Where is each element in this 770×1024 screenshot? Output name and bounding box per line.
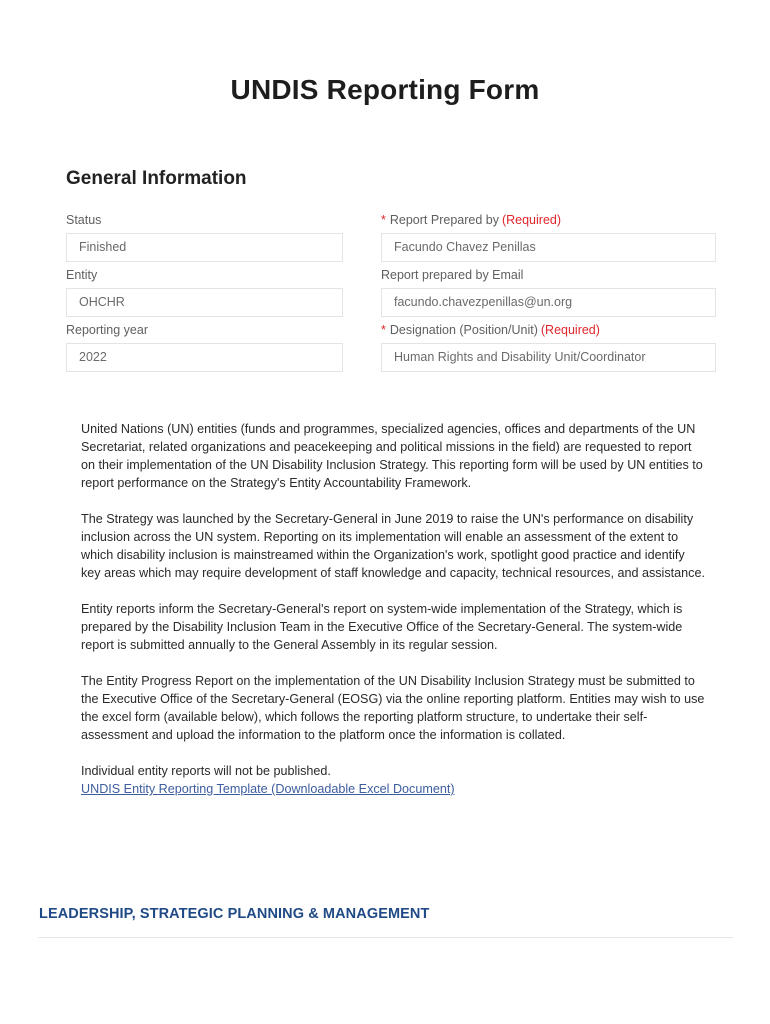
general-information-heading: General Information bbox=[66, 168, 247, 189]
designation-label-row bbox=[381, 320, 716, 340]
required-marker: * bbox=[381, 323, 386, 337]
publication-note: Individual entity reports will not be published. bbox=[81, 764, 331, 778]
reporting-year-field-group bbox=[66, 320, 343, 372]
report-email-label: Report prepared by Email bbox=[381, 268, 524, 282]
report-prepared-by-label-row bbox=[381, 210, 716, 230]
template-download-link[interactable]: UNDIS Entity Reporting Template (Downloadable Excel Document) bbox=[81, 782, 455, 796]
status-field[interactable]: Finished bbox=[66, 233, 343, 262]
report-prepared-by-label: Report Prepared by bbox=[389, 213, 499, 227]
section-divider bbox=[38, 937, 733, 938]
intro-paragraph: Entity reports inform the Secretary-General's report on system-wide implementation of the Strategy, which is prepared by the Disability Inclusion Team in the Executive Office of the Secretary-General. The system-wide report is submitted annually to the General Assembly in its regular session. bbox=[81, 602, 683, 652]
entity-field[interactable]: OHCHR bbox=[66, 288, 343, 317]
required-indicator: (Required) bbox=[501, 213, 562, 227]
designation-field-group bbox=[381, 320, 716, 372]
designation-field[interactable]: Human Rights and Disability Unit/Coordinator bbox=[381, 343, 716, 372]
report-email-field[interactable]: facundo.chavezpenillas@un.org bbox=[381, 288, 716, 317]
designation-label: Designation (Position/Unit) bbox=[389, 323, 538, 337]
status-field-group bbox=[66, 210, 343, 262]
required-indicator: (Required) bbox=[540, 323, 600, 337]
intro-paragraph: The Strategy was launched by the Secretary-General in June 2019 to raise the UN's performance on disability inclusion across the UN system. Reporting on its implementation will enable an assessment of the extent to which disability inclusion is mainstreamed within the Organization's work, spotlight good practice and identify key areas which may require development of staff knowledge and capacity, technical resources, and assistance. bbox=[81, 512, 705, 580]
reporting-year-label: Reporting year bbox=[66, 323, 148, 337]
report-prepared-by-field-group bbox=[381, 210, 716, 262]
intro-paragraph: The Entity Progress Report on the implementation of the UN Disability Inclusion Strategy must be submitted to the Executive Office of the Secretary-General (EOSG) via the online reporting platform. Entities may wish to use the excel form (available below), which follows the reporting platform structure, to undertake their self-assessment and upload the information to the platform once the information is collated. bbox=[81, 674, 705, 742]
status-label: Status bbox=[66, 213, 102, 227]
reporting-year-field[interactable]: 2022 bbox=[66, 343, 343, 372]
page-title: UNDIS Reporting Form bbox=[230, 74, 540, 105]
intro-text bbox=[81, 420, 706, 798]
entity-label: Entity bbox=[66, 268, 98, 282]
intro-closing bbox=[81, 762, 706, 798]
report-prepared-by-field[interactable]: Facundo Chavez Penillas bbox=[381, 233, 716, 262]
required-marker: * bbox=[381, 213, 386, 227]
entity-field-group bbox=[66, 265, 343, 317]
report-email-field-group bbox=[381, 265, 716, 317]
intro-paragraph: United Nations (UN) entities (funds and programmes, specialized agencies, offices and departments of the UN Secretariat, related organizations and peacekeeping and political missions in the field) are requested to report on their implementation of the UN Disability Inclusion Strategy. This reporting form will be used by UN entities to report performance on the Strategy's Entity Accountability Framework. bbox=[81, 422, 703, 490]
leadership-section-heading: LEADERSHIP, STRATEGIC PLANNING & MANAGEMENT bbox=[39, 906, 430, 922]
